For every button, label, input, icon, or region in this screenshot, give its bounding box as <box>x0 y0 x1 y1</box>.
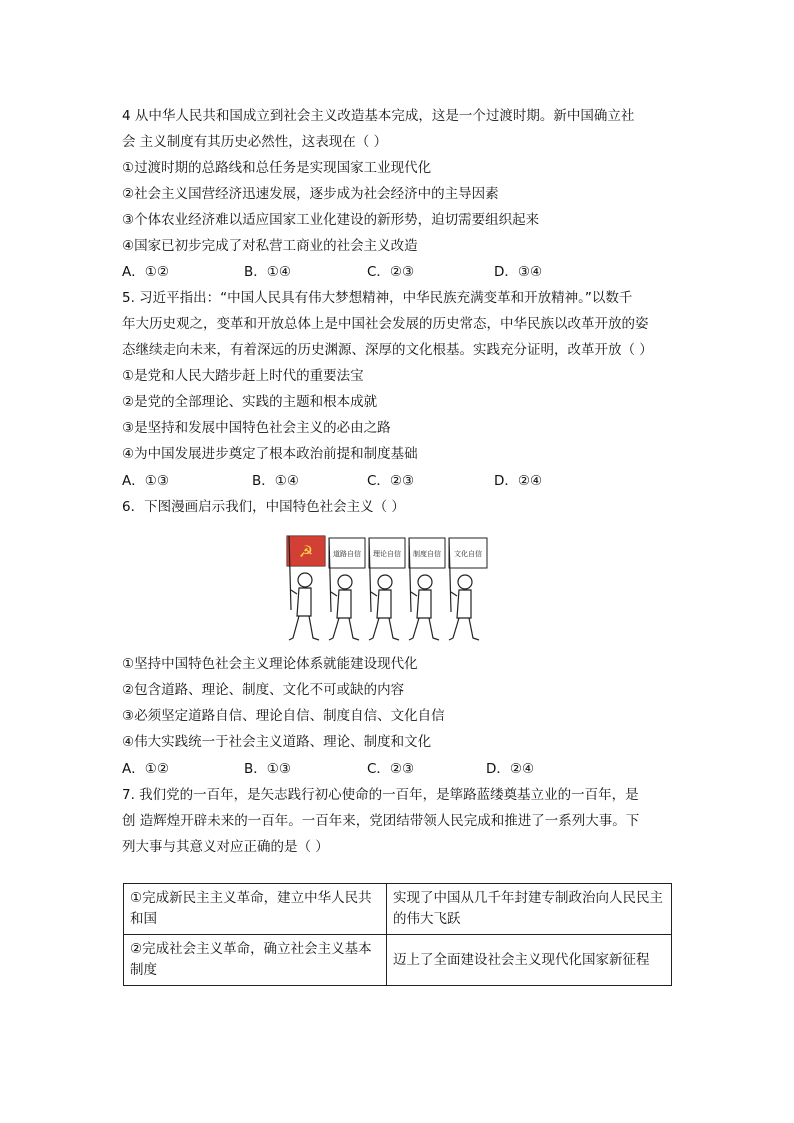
table-cell: ①完成新民主主义革命，建立中华人民共和国 <box>124 884 387 935</box>
q5-stem-line-3: 态继续走向未来，有着深远的历史渊源、深厚的文化根基。实践充分证明，改革开放（ ） <box>122 342 653 358</box>
flag-label-2: 理论自信 <box>373 550 401 558</box>
q6-item-1: ①坚持中国特色社会主义理论体系就能建设现代化 <box>122 656 418 672</box>
q6-stem: 6．下图漫画启示我们，中国特色社会主义（ ） <box>122 499 405 515</box>
flag-label-3: 制度自信 <box>413 550 441 558</box>
q5-item-2: ②是党的全部理论、实践的主题和根本成就 <box>122 394 378 410</box>
q5-option-d[interactable]: D．②④ <box>494 473 543 489</box>
flag-theory-confidence <box>369 538 405 568</box>
flag-label-4: 文化自信 <box>454 550 482 558</box>
q5-item-3: ③是坚持和发展中国特色社会主义的必由之路 <box>122 420 391 436</box>
q5-stem-line-2: 年大历史观之，变革和开放总体上是中国社会发展的历史常态，中华民族以改革开放的姿 <box>122 316 649 332</box>
q7-table <box>123 883 672 986</box>
q4-option-c[interactable]: C．②③ <box>367 264 415 280</box>
flag-culture-confidence <box>449 538 487 568</box>
q6-options <box>122 760 682 778</box>
flag-label-1: 道路自信 <box>333 550 361 558</box>
table-row <box>124 884 672 935</box>
q6-option-c[interactable]: C．②③ <box>367 761 415 777</box>
cartoon-figure <box>283 530 493 648</box>
q6-item-3: ③必须坚定道路自信、理论自信、制度自信、文化自信 <box>122 708 445 724</box>
q5-stem-line-1: 5. 习近平指出：“中国人民具有伟大梦想精神，中华民族充满变革和开放精神。”以数千 <box>122 290 633 306</box>
q4-option-a[interactable]: A．①② <box>122 264 169 280</box>
q7-stem-line-3: 列大事与其意义对应正确的是（ ） <box>122 839 329 855</box>
flag-road-confidence <box>329 538 365 568</box>
q6-option-a[interactable]: A．①② <box>122 761 169 777</box>
q4-item-1: ①过渡时期的总路线和总任务是实现国家工业现代化 <box>122 160 432 176</box>
table-cell: 实现了中国从几千年封建专制政治向人民民主的伟大飞跃 <box>387 884 672 935</box>
q5-option-b[interactable]: B．①④ <box>252 473 299 489</box>
q4-option-d[interactable]: D．③④ <box>494 264 543 280</box>
q6-option-d[interactable]: D．②④ <box>486 761 535 777</box>
q4-stem-line-1: 4 从中华人民共和国成立到社会主义改造基本完成，这是一个过渡时期。新中国确立社 <box>122 108 635 124</box>
q4-option-b[interactable]: B．①④ <box>244 264 291 280</box>
table-row <box>124 935 672 986</box>
q6-item-2: ②包含道路、理论、制度、文化不可或缺的内容 <box>122 682 405 698</box>
q4-options <box>122 263 682 281</box>
flag-party-emblem <box>287 536 325 566</box>
q7-stem-line-2: 创 造辉煌开辟未来的一百年。一百年来，党团结带领人民完成和推进了一系列大事。下 <box>122 813 640 829</box>
q5-options <box>122 472 682 490</box>
flag-system-confidence <box>409 538 445 568</box>
q5-option-c[interactable]: C．②③ <box>367 473 415 489</box>
table-cell: 迈上了全面建设社会主义现代化国家新征程 <box>387 935 672 986</box>
q4-item-3: ③个体农业经济难以适应国家工业化建设的新形势，迫切需要组织起来 <box>122 212 540 228</box>
q6-item-4: ④伟大实践统一于社会主义道路、理论、制度和文化 <box>122 734 432 750</box>
q5-option-a[interactable]: A．①③ <box>122 473 169 489</box>
svg-text:☭: ☭ <box>298 542 314 561</box>
table-cell: ②完成社会主义革命，确立社会主义基本制度 <box>124 935 387 986</box>
q7-stem-line-1: 7. 我们党的一百年，是矢志践行初心使命的一百年，是筚路蓝缕奠基立业的一百年，是 <box>122 787 639 803</box>
q4-item-2: ②社会主义国营经济迅速发展，逐步成为社会经济中的主导因素 <box>122 186 499 202</box>
q6-option-b[interactable]: B．①③ <box>244 761 291 777</box>
q4-item-4: ④国家已初步完成了对私营工商业的社会主义改造 <box>122 238 418 254</box>
q5-item-4: ④为中国发展进步奠定了根本政治前提和制度基础 <box>122 446 418 462</box>
q4-stem-line-2: 会 主义制度有其历史必然性，这表现在（ ） <box>122 134 388 150</box>
q5-item-1: ①是党和人民大踏步赶上时代的重要法宝 <box>122 368 364 384</box>
